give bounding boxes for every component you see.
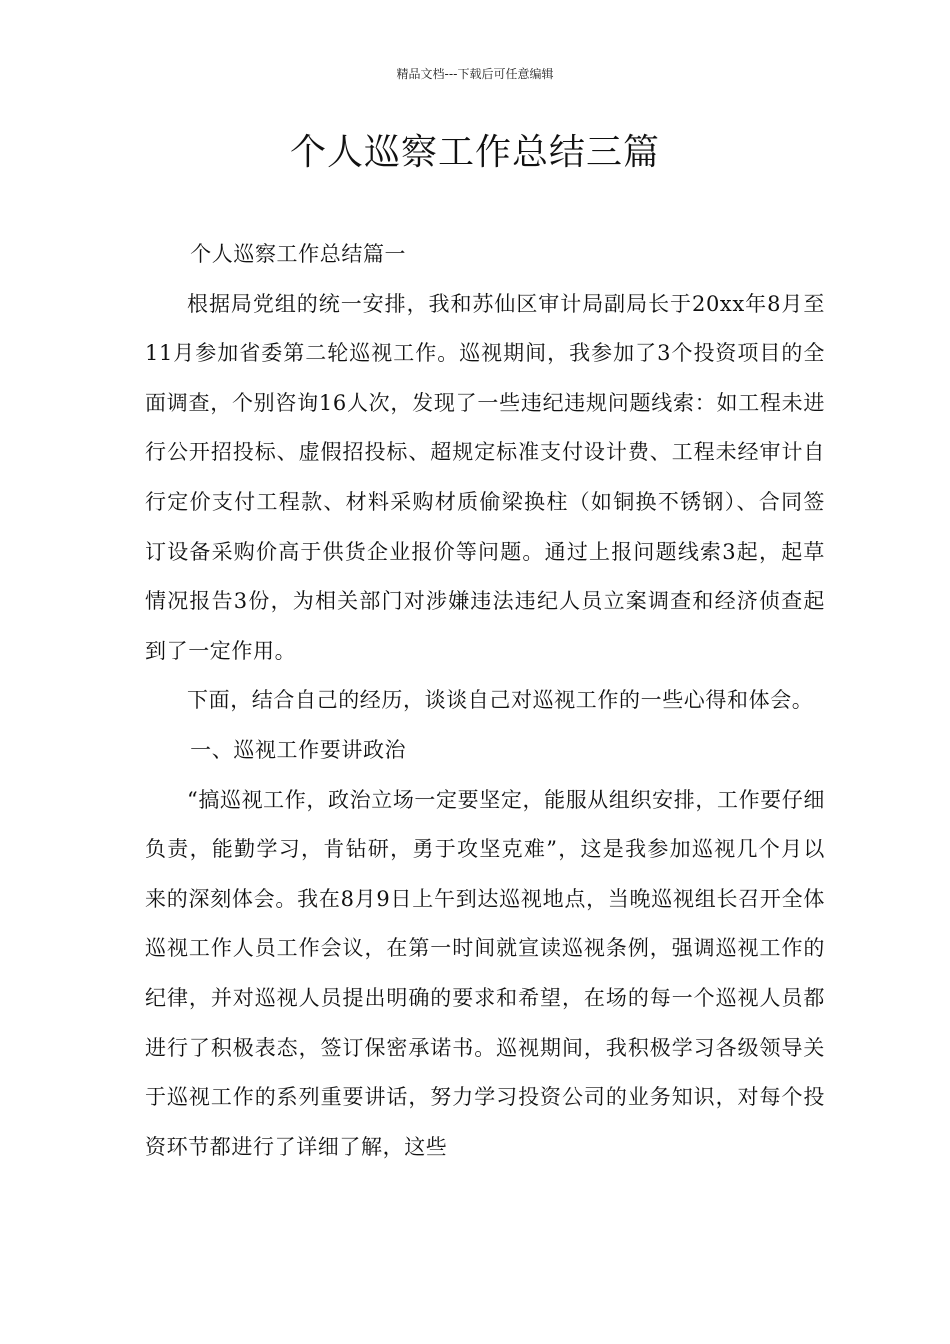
header-note: 精品文档---下载后可任意编辑 [396, 67, 554, 81]
paragraph: 下面，结合自己的经历，谈谈自己对巡视工作的一些心得和体会。 [187, 688, 814, 713]
document-title: 个人巡察工作总结三篇 [289, 132, 660, 173]
document-body [145, 230, 825, 1172]
paragraph: “搞巡视工作，政治立场一定要坚定，能服从组织安排，工作要仔细负责，能勤学习，肯钻研，勇于攻坚克难”，这是我参加巡视几个月以来的深刻体会。我在8月9日上午到达巡视地点，当晚巡视组长召开全体巡视工作人员工作会议，在第一时间就宣读巡视条例，强调巡视工作的纪律，并对巡视人员提出明确的要求和希望，在场的每一个巡视人员都进行了积极表态，签订保密承诺书。巡视期间，我积极学习各级领导关于巡视工作的系列重要讲话，努力学习投资公司的业务知识，对每个投资环节都进行了详细了解，这些 [145, 787, 825, 1159]
subsection-heading: 一、巡视工作要讲政治 [190, 737, 407, 762]
paragraph: 根据局党组的统一安排，我和苏仙区审计局副局长于20xx年8月至11月参加省委第二轮巡视工作。巡视期间，我参加了3个投资项目的全面调查，个别咨询16人次，发现了一些违纪违规问题线索：如工程未进行公开招投标、虚假招投标、超规定标准支付设计费、工程未经审计自行定价支付工程款、材料采购材质偷梁换柱（如铜换不锈钢）、合同签订设备采购价高于供货企业报价等问题。通过上报问题线索3起，起草情况报告3份，为相关部门对涉嫌违法违纪人员立案调查和经济侦查起到了一定作用。 [145, 291, 825, 663]
section-heading-part-one: 个人巡察工作总结篇一 [190, 242, 407, 266]
